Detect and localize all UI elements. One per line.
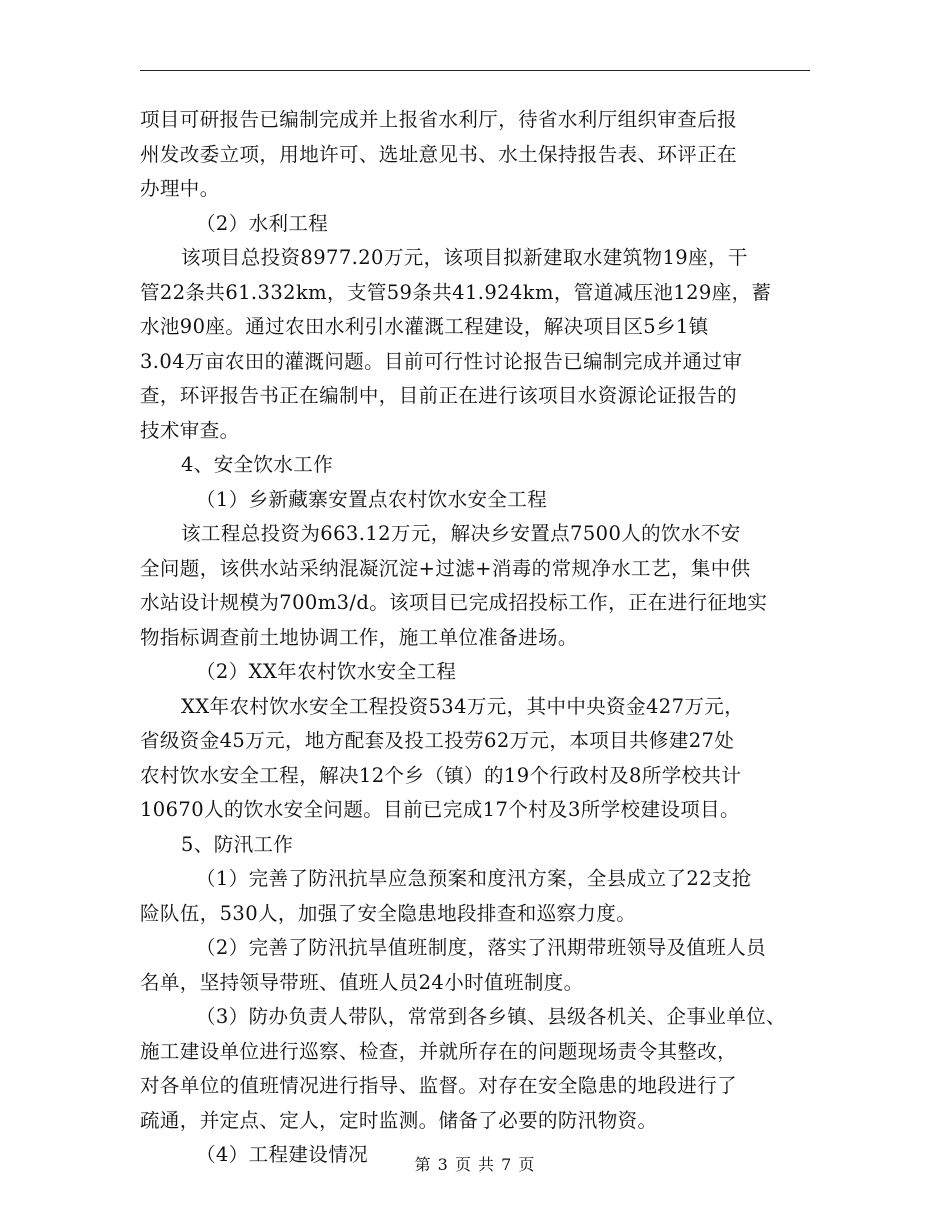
page-number-footer: 第 3 页 共 7 页: [414, 1155, 536, 1174]
text-line: （2）水利工程: [196, 211, 329, 235]
text-line: （1）完善了防汛抗旱应急预案和度汛方案，全县成立了22支抢: [196, 867, 752, 890]
text-line: （4）工程建设情况: [196, 1143, 369, 1166]
text-line: 5、防汛工作: [181, 832, 294, 856]
text-line: XX年农村饮水安全工程投资534万元，其中中央资金427万元，: [181, 694, 745, 718]
text-line: 项目可研报告已编制完成并上报省水利厅，待省水利厅组织审查后报: [140, 108, 738, 131]
text-line: 施工建设单位进行巡察、检查，并就所存在的问题现场责令其整改，: [140, 1039, 738, 1063]
text-line: （2）完善了防汛抗旱值班制度，落实了汛期带班领导及值班人员: [196, 936, 767, 959]
text-line: 险队伍，530人，加强了安全隐患地段排查和巡察力度。: [140, 901, 637, 925]
text-line: 水站设计规模为700m3/d。该项目已完成招投标工作，正在进行征地实: [140, 591, 768, 614]
text-line: 查，环评报告书正在编制中，目前正在进行该项目水资源论证报告的: [140, 384, 738, 407]
text-line: 全问题，该供水站采纳混凝沉淀+过滤+消毒的常规净水工艺，集中供: [140, 556, 751, 580]
text-line: 疏通，并定点、定人，定时监测。储备了必要的防汛物资。: [140, 1108, 658, 1132]
text-line: 农村饮水安全工程，解决12个乡（镇）的19个行政村及8所学校共计: [140, 763, 742, 787]
text-line: （2）XX年农村饮水安全工程: [196, 660, 457, 683]
text-line: 省级资金45万元，地方配套及投工投劳62万元，本项目共修建27处: [140, 729, 735, 752]
text-line: 技术审查。: [140, 418, 240, 442]
text-line: （1）乡新藏寨安置点农村饮水安全工程: [196, 487, 548, 511]
text-line: 州发改委立项，用地许可、选址意见书、水土保持报告表、环评正在: [140, 142, 738, 166]
text-line: 4、安全饮水工作: [181, 453, 334, 476]
document-body: [140, 103, 820, 1173]
text-line: 对各单位的值班情况进行指导、监督。对存在安全隐患的地段进行了: [140, 1074, 738, 1097]
text-line: 该项目总投资8977.20万元，该项目拟新建取水建筑物19座，干: [181, 246, 748, 269]
text-line: 办理中。: [140, 177, 220, 200]
header-rule: [140, 70, 810, 71]
text-line: 水池90座。通过农田水利引水灌溉工程建设，解决项目区5乡1镇: [140, 315, 709, 338]
text-line: （3）防办负责人带队，常常到各乡镇、县级各机关、企事业单位、: [196, 1005, 786, 1028]
text-line: 管22条共61.332km，支管59条共41.924km，管道减压池129座，蓄: [140, 280, 772, 304]
text-line: 物指标调查前土地协调工作，施工单位准备进场。: [140, 625, 578, 649]
text-line: 3.04万亩农田的灌溉问题。目前可行性讨论报告已编制完成并通过审: [140, 349, 743, 373]
text-line: 10670人的饮水安全问题。目前已完成17个村及3所学校建设项目。: [140, 798, 740, 821]
text-line: 名单，坚持领导带班、值班人员24小时值班制度。: [140, 970, 584, 994]
text-line: 该工程总投资为663.12万元，解决乡安置点7500人的饮水不安: [181, 522, 741, 545]
